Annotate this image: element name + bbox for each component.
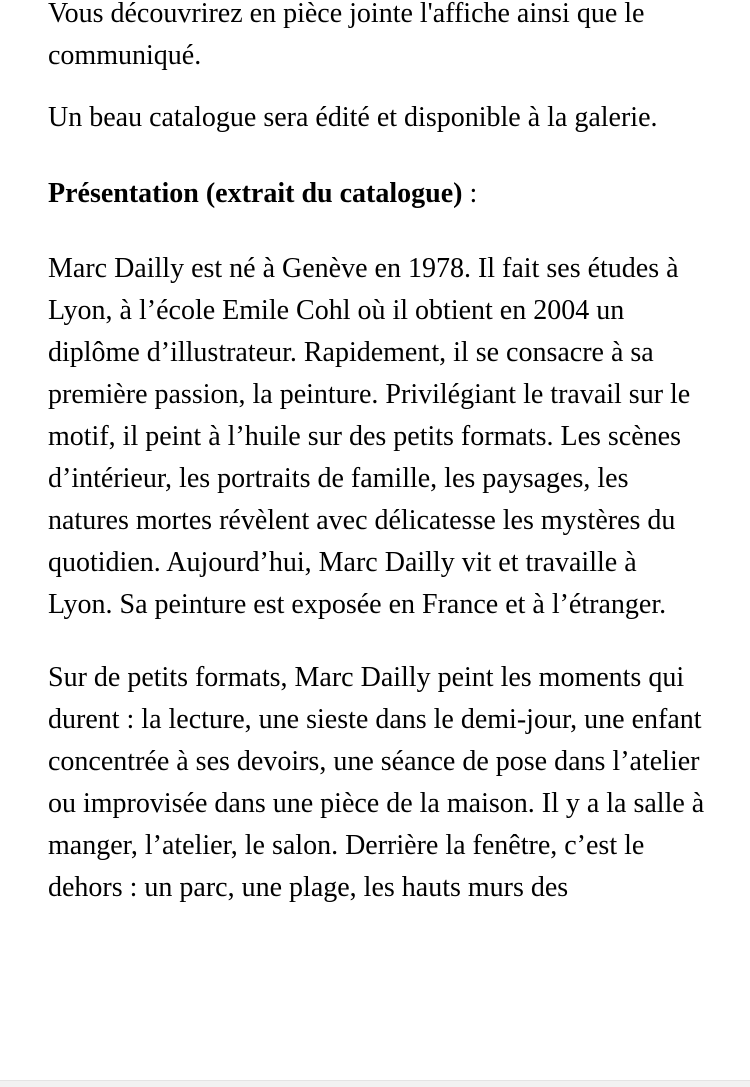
email-body [48,0,708,909]
bio-paragraph: Marc Dailly est né à Genève en 1978. Il fait ses études à Lyon, à l’école Emile Cohl où il obtient en 2004 un diplôme d’illustrateur. Rapidement, il se consacre à sa première passion, la peinture. Privilégiant le travail sur le motif, il peint à l’huile sur des petits formats. Les scènes d’intérieur, les portraits de famille, les paysages, les natures mortes révèlent avec délicatesse les mystères du quotidien. Aujourd’hui, Marc Dailly vit et travaille à Lyon. Sa peinture est exposée en France et à l’étranger. [48,253,691,620]
formats-paragraph: Sur de petits formats, Marc Dailly peint les moments qui durent : la lecture, une sieste dans le demi-jour, une enfant concentrée à ses devoirs, une séance de pose dans l’atelier ou improvisée dans une pièce de la maison. Il y a la salle à manger, l’atelier, le salon. Derrière la fenêtre, c’est le dehors : un parc, une plage, les hauts murs des [48,662,705,903]
bottom-edge-bar [0,1080,750,1087]
presentation-heading-suffix: : [462,178,478,209]
intro-paragraph: Vous découvrirez en pièce jointe l'affiche ainsi que le communiqué. [48,0,645,71]
catalog-paragraph: Un beau catalogue sera édité et disponible à la galerie. [48,102,658,133]
presentation-heading-title: Présentation (extrait du catalogue) [48,178,463,209]
presentation-heading [48,173,708,215]
